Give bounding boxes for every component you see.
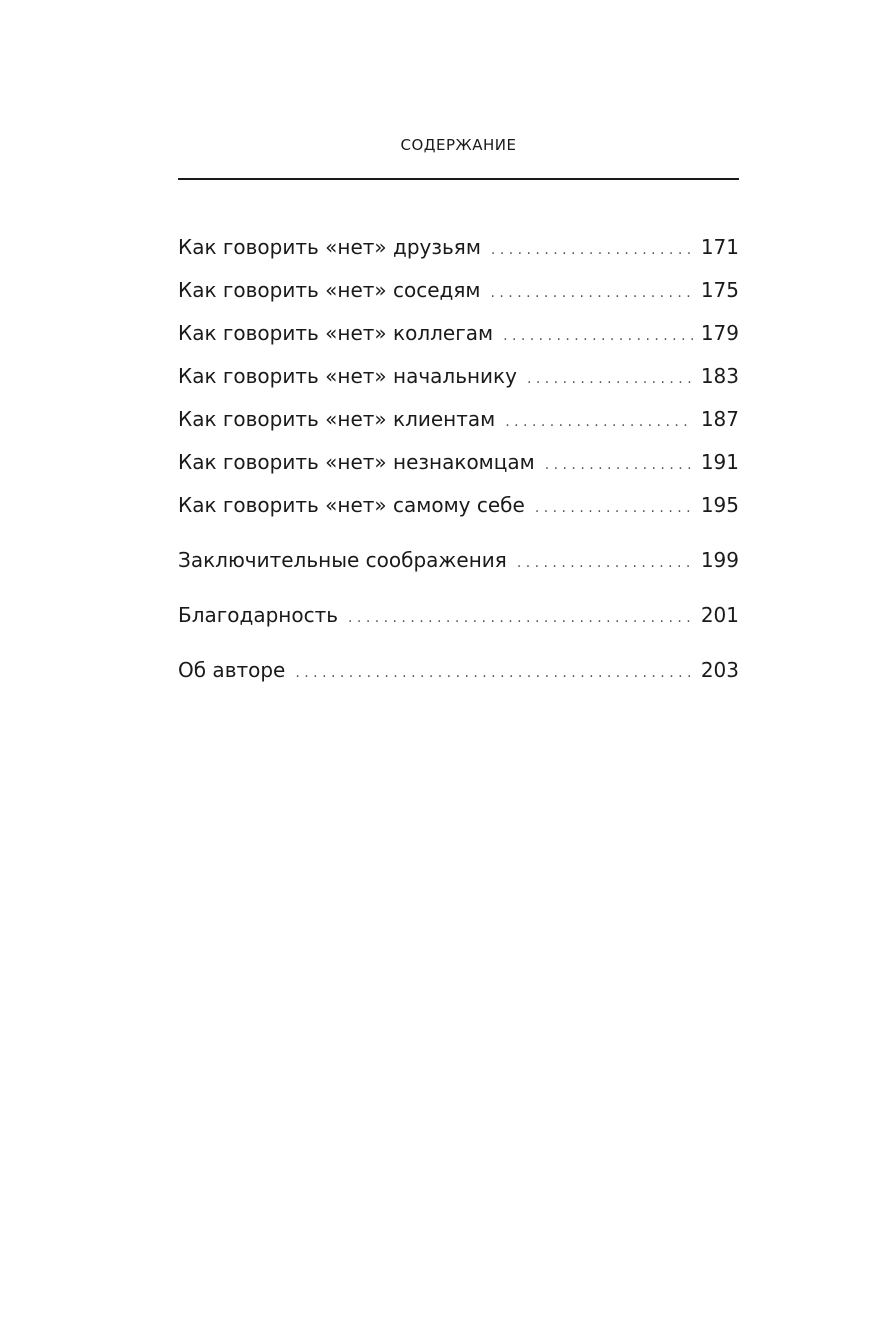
toc-dot-leader — [295, 659, 692, 687]
page-header-title: СОДЕРЖАНИЕ — [400, 136, 517, 154]
toc-dot-leader — [527, 365, 693, 393]
toc-page-number: 195 — [700, 493, 739, 517]
toc-page-number: 183 — [700, 364, 739, 388]
toc-entry-friends[interactable] — [178, 233, 739, 261]
toc-page-number: 175 — [700, 278, 739, 302]
toc-entry-strangers[interactable] — [178, 448, 739, 476]
toc-dot-leader — [517, 549, 693, 577]
toc-dot-leader — [503, 322, 693, 350]
toc-entry-yourself[interactable] — [178, 491, 739, 519]
toc-entry-acknowledgments[interactable] — [178, 601, 739, 629]
toc-page-number: 201 — [700, 603, 739, 627]
toc-dot-leader — [545, 451, 693, 479]
toc-dot-leader — [505, 408, 693, 436]
toc-entry-title: Как говорить «нет» незнакомцам — [178, 450, 535, 474]
toc-page-number: 187 — [700, 407, 739, 431]
toc-dot-leader — [491, 279, 693, 307]
toc-entry-colleagues[interactable] — [178, 319, 739, 347]
toc-dot-leader — [535, 494, 693, 522]
toc-entry-title: Как говорить «нет» коллегам — [178, 321, 494, 345]
toc-entry-boss[interactable] — [178, 362, 739, 390]
toc-page-number: 203 — [700, 658, 739, 682]
toc-entry-title: Как говорить «нет» соседям — [178, 278, 481, 302]
toc-page-number: 171 — [700, 235, 739, 259]
toc-dot-leader — [491, 236, 693, 264]
toc-page-number: 199 — [700, 548, 739, 572]
toc-entry-title: Как говорить «нет» друзьям — [178, 235, 481, 259]
table-of-contents — [178, 0, 739, 700]
toc-entry-title: Как говорить «нет» начальнику — [178, 364, 517, 388]
toc-entry-title: Благодарность — [178, 603, 339, 627]
toc-entry-title: Как говорить «нет» самому себе — [178, 493, 525, 517]
toc-entry-title: Об авторе — [178, 658, 286, 682]
toc-entry-neighbors[interactable] — [178, 276, 739, 304]
toc-entry-title: Как говорить «нет» клиентам — [178, 407, 496, 431]
toc-entry-about-author[interactable] — [178, 656, 739, 684]
toc-page-number: 191 — [700, 450, 739, 474]
toc-entry-conclusion[interactable] — [178, 546, 739, 574]
toc-dot-leader — [348, 604, 693, 632]
toc-entry-title: Заключительные соображения — [178, 548, 507, 572]
toc-entry-clients[interactable] — [178, 405, 739, 433]
toc-page-number: 179 — [700, 321, 739, 345]
